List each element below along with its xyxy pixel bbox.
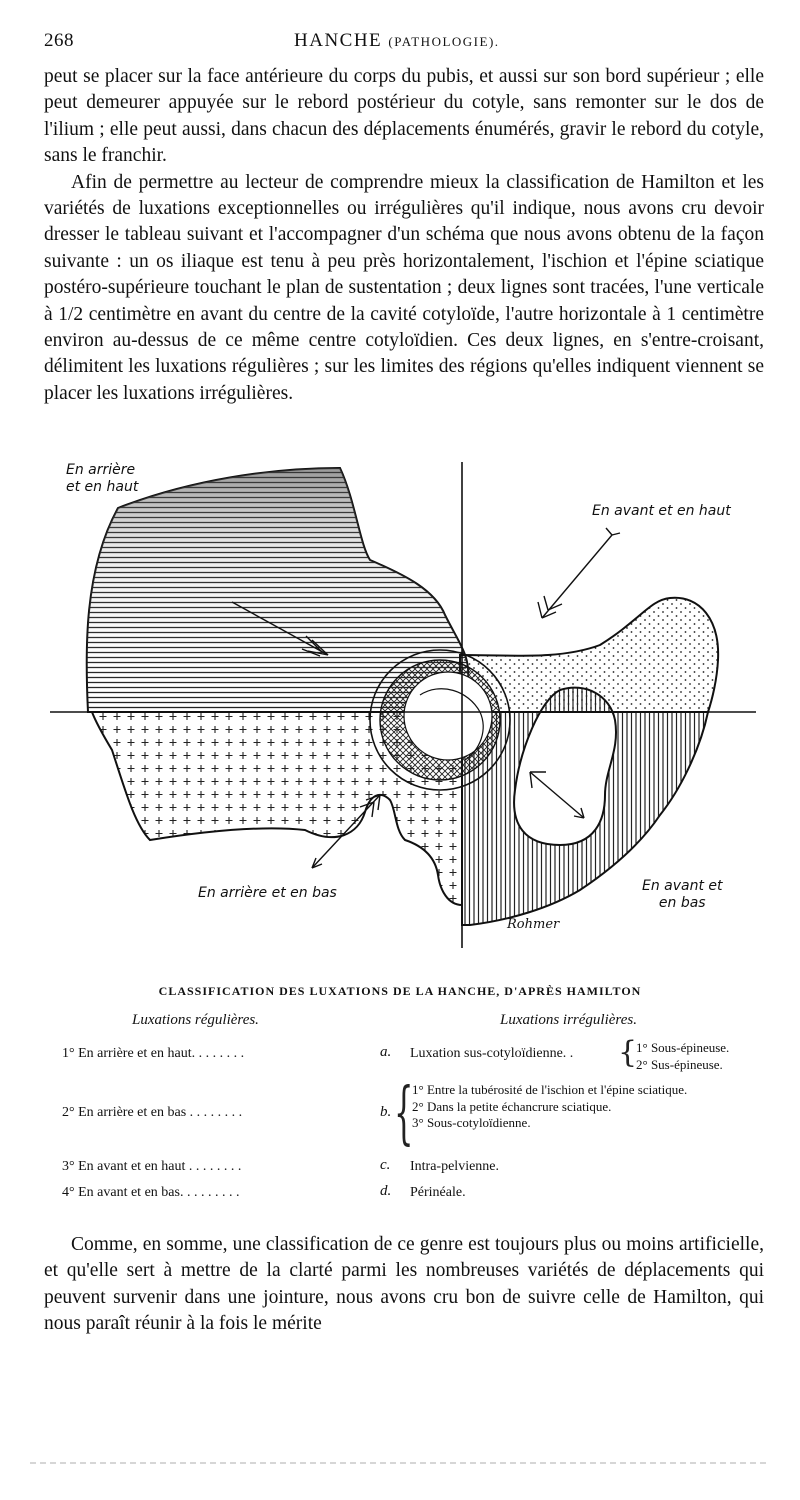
page-bottom-edge: [30, 1462, 770, 1464]
running-title-sub: (PATHOLOGIE).: [388, 34, 500, 49]
sub-item: 2° Sus-épineuse.: [636, 1056, 723, 1072]
irregular-sub-a: [636, 1040, 766, 1073]
body-text-top: [44, 64, 764, 407]
regular-heading: Luxations régulières.: [132, 1012, 259, 1028]
label-posterior-superior: [66, 462, 138, 496]
letter-a: a.: [380, 1044, 392, 1060]
irregular-sub-b: [412, 1082, 762, 1132]
label-anterior-superior: En avant et en haut: [592, 503, 731, 519]
running-title-main: HANCHE: [294, 30, 383, 51]
letter-b: b.: [380, 1104, 392, 1120]
label-line: En avant et: [642, 878, 723, 894]
irregular-entry-c: Intra-pelvienne.: [410, 1159, 500, 1174]
letter-d: d.: [380, 1183, 392, 1199]
regular-entry-4: 4° En avant et en bas. . . . . . . . .: [62, 1185, 240, 1200]
regular-entry-1: 1° En arrière et en haut. . . . . . . .: [62, 1046, 245, 1061]
paragraph-continued: peut se placer sur la face antérieure du corps du pubis, et aussi sur son bord supérieur ; elle peut demeurer appuyée sur le rebord postérieur du cotyle, sans remonter sur le dos de l'ilium ; elle peut aussi, dans chacun des déplacements énumérés, gravir le rebord du cotyle, sans le franchir.: [44, 66, 764, 167]
sub-item: 1° Sous-épineuse.: [636, 1040, 730, 1055]
paragraph-method: Afin de permettre au lecteur de comprendre mieux la classification de Hamilton et les variétés de luxations exceptionnelles ou irrégulières qu'il indique, nous avons cru devoir dresser le tableau suivant et l'accompagner d'un schéma que nous avons obtenu de la façon suivante : un os iliaque est tenu à peu près horizontalement, l'ischion et l'épine sciatique postéro-supérieure touchant le plan de sustentation ; deux lignes sont tracées, l'une verticale à 1/2 centimètre en avant du centre de la cavité cotyloïde, l'autre horizontale à 1 centimètre environ au-dessus de ce même centre cotyloïdien. Ces deux lignes, en s'entre-croisant, délimitent les luxations régulières ; sur les limites des régions qu'elles indiquent viennent se placer les luxations irrégulières.: [44, 171, 764, 404]
arrow-anterior-superior: [538, 528, 620, 618]
engraver-signature: Rohmer: [507, 917, 560, 932]
irregular-entry-a: Luxation sus-cotyloïdienne. .: [410, 1046, 574, 1061]
sub-item: 2° Dans la petite échancrure sciatique.: [412, 1098, 612, 1114]
paragraph-conclusion: Comme, en somme, une classification de ce genre est toujours plus ou moins artificielle, et qu'elle sert à mettre de la clarté parmi les nombreuses variétés de déplacements qui peuvent survenir dans une jointure, nous avons cru bon de suivre celle de Hamilton, qui nous paraît réunir à la fois le mérite: [44, 1234, 764, 1335]
label-anterior-inferior: [642, 878, 723, 912]
regular-entry-3: 3° En avant et en haut . . . . . . . .: [62, 1159, 242, 1174]
label-line: En arrière: [66, 462, 136, 478]
regular-entry-2: 2° En arrière et en bas . . . . . . . .: [62, 1105, 243, 1120]
letter-c: c.: [380, 1157, 391, 1173]
page-number: 268: [44, 30, 74, 51]
body-text-bottom: [44, 1232, 764, 1338]
sub-item: 1° Entre la tubérosité de l'ischion et l'épine sciatique.: [412, 1082, 688, 1097]
brace-b: {: [394, 1074, 414, 1153]
label-posterior-inferior: En arrière et en bas: [198, 885, 337, 901]
label-line: et en haut: [66, 479, 139, 495]
running-title: [294, 30, 500, 52]
brace-a: {: [618, 1035, 638, 1070]
arrow-anterior-inferior: [530, 772, 584, 818]
irregular-heading: Luxations irrégulières.: [500, 1012, 637, 1028]
label-line: en bas: [658, 895, 706, 911]
sub-item: 3° Sous-cotyloïdienne.: [412, 1115, 531, 1130]
classification-title: CLASSIFICATION DES LUXATIONS DE LA HANCHE, D'APRÈS HAMILTON: [158, 984, 642, 998]
running-header: [44, 30, 759, 58]
irregular-entry-d: Périnéale.: [410, 1185, 466, 1200]
